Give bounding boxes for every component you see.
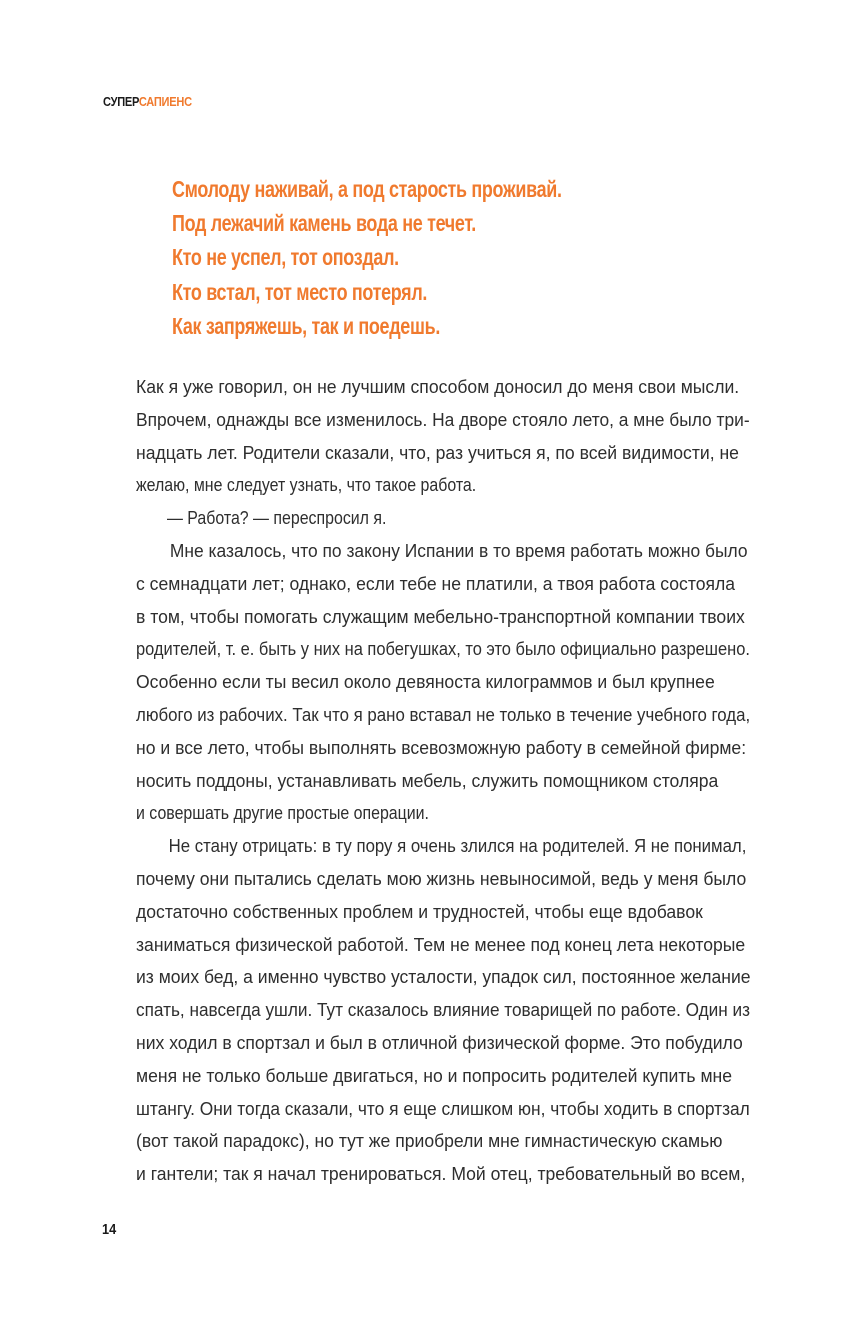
proverbs-epigraph (172, 172, 672, 343)
proverb-line: Смолоду наживай, а под старость проживай. (172, 176, 562, 202)
text-line: в том, чтобы помогать служащим мебельно-транспортной компании твоих (136, 605, 745, 627)
text-line: меня не только больше двигаться, но и попросить родителей купить мне (136, 1064, 733, 1086)
text-line: заниматься физической работой. Тем не менее под конец лета некоторые (136, 933, 746, 955)
proverb-line: Как запряжешь, так и поедешь. (172, 312, 441, 339)
text-line: достаточно собственных проблем и трудностей, чтобы еще вдобавок (136, 900, 703, 922)
text-line: Впрочем, однажды все изменилось. На дворе стояло лето, а мне было три- (136, 408, 750, 430)
body-text (136, 371, 750, 1191)
running-header (103, 94, 192, 109)
text-line: Как я уже говорил, он не лучшим способом доносил до меня свои мысли. (136, 376, 740, 397)
text-line: и совершать другие простые операции. (136, 802, 429, 824)
text-line: Особенно если ты весил около девяноста килограммов и был крупнее (136, 671, 715, 693)
proverb-line: Кто не успел, тот опоздал. (172, 244, 399, 271)
text-line: почему они пытались сделать мою жизнь невыносимой, ведь у меня было (136, 867, 747, 889)
header-title-part2: САПИЕНС (138, 94, 192, 109)
text-line: с семнадцати лет; однако, если тебе не платили, а твоя работа состояла (136, 572, 736, 594)
text-line: но и все лето, чтобы выполнять всевозможную работу в семейной фирме: (136, 736, 747, 758)
text-line: носить поддоны, устанавливать мебель, служить помощником столяра (136, 769, 719, 791)
text-line: штангу. Они тогда сказали, что я еще слишком юн, чтобы ходить в спортзал (136, 1097, 750, 1119)
text-line: и гантели; так я начал тренироваться. Мой отец, требовательный во всем, (136, 1163, 746, 1185)
page-number: 14 (102, 1221, 117, 1238)
text-line: них ходил в спортзал и был в отличной физической форме. Это побудило (136, 1031, 743, 1053)
text-line: Не стану отрицать: в ту пору я очень злился на родителей. Я не понимал, (168, 835, 747, 857)
proverb-line: Кто встал, тот место потерял. (172, 278, 428, 305)
text-line: надцать лет. Родители сказали, что, раз учиться я, по всей видимости, не (136, 441, 739, 463)
header-title-part1: СУПЕР (103, 94, 139, 109)
text-line: желаю, мне следует узнать, что такое работа. (136, 474, 477, 496)
proverb-line: Под лежачий камень вода не течет. (172, 210, 476, 237)
text-line: любого из рабочих. Так что я рано вставал не только в течение учебного года, (136, 703, 751, 725)
text-line: (вот такой парадокс), но тут же приобрели мне гимнастическую скамью (136, 1130, 723, 1152)
text-line: Мне казалось, что по закону Испании в то время работать можно было (169, 539, 748, 561)
text-line: спать, навсегда ушли. Тут сказалось влияние товарищей по работе. Один из (136, 999, 750, 1021)
text-line: родителей, т. е. быть у них на побегушках, то это было официально разрешено. (136, 638, 750, 660)
text-line: из моих бед, а именно чувство усталости, упадок сил, постоянное желание (136, 966, 751, 988)
text-line: — Работа? — переспросил я. (166, 507, 387, 529)
